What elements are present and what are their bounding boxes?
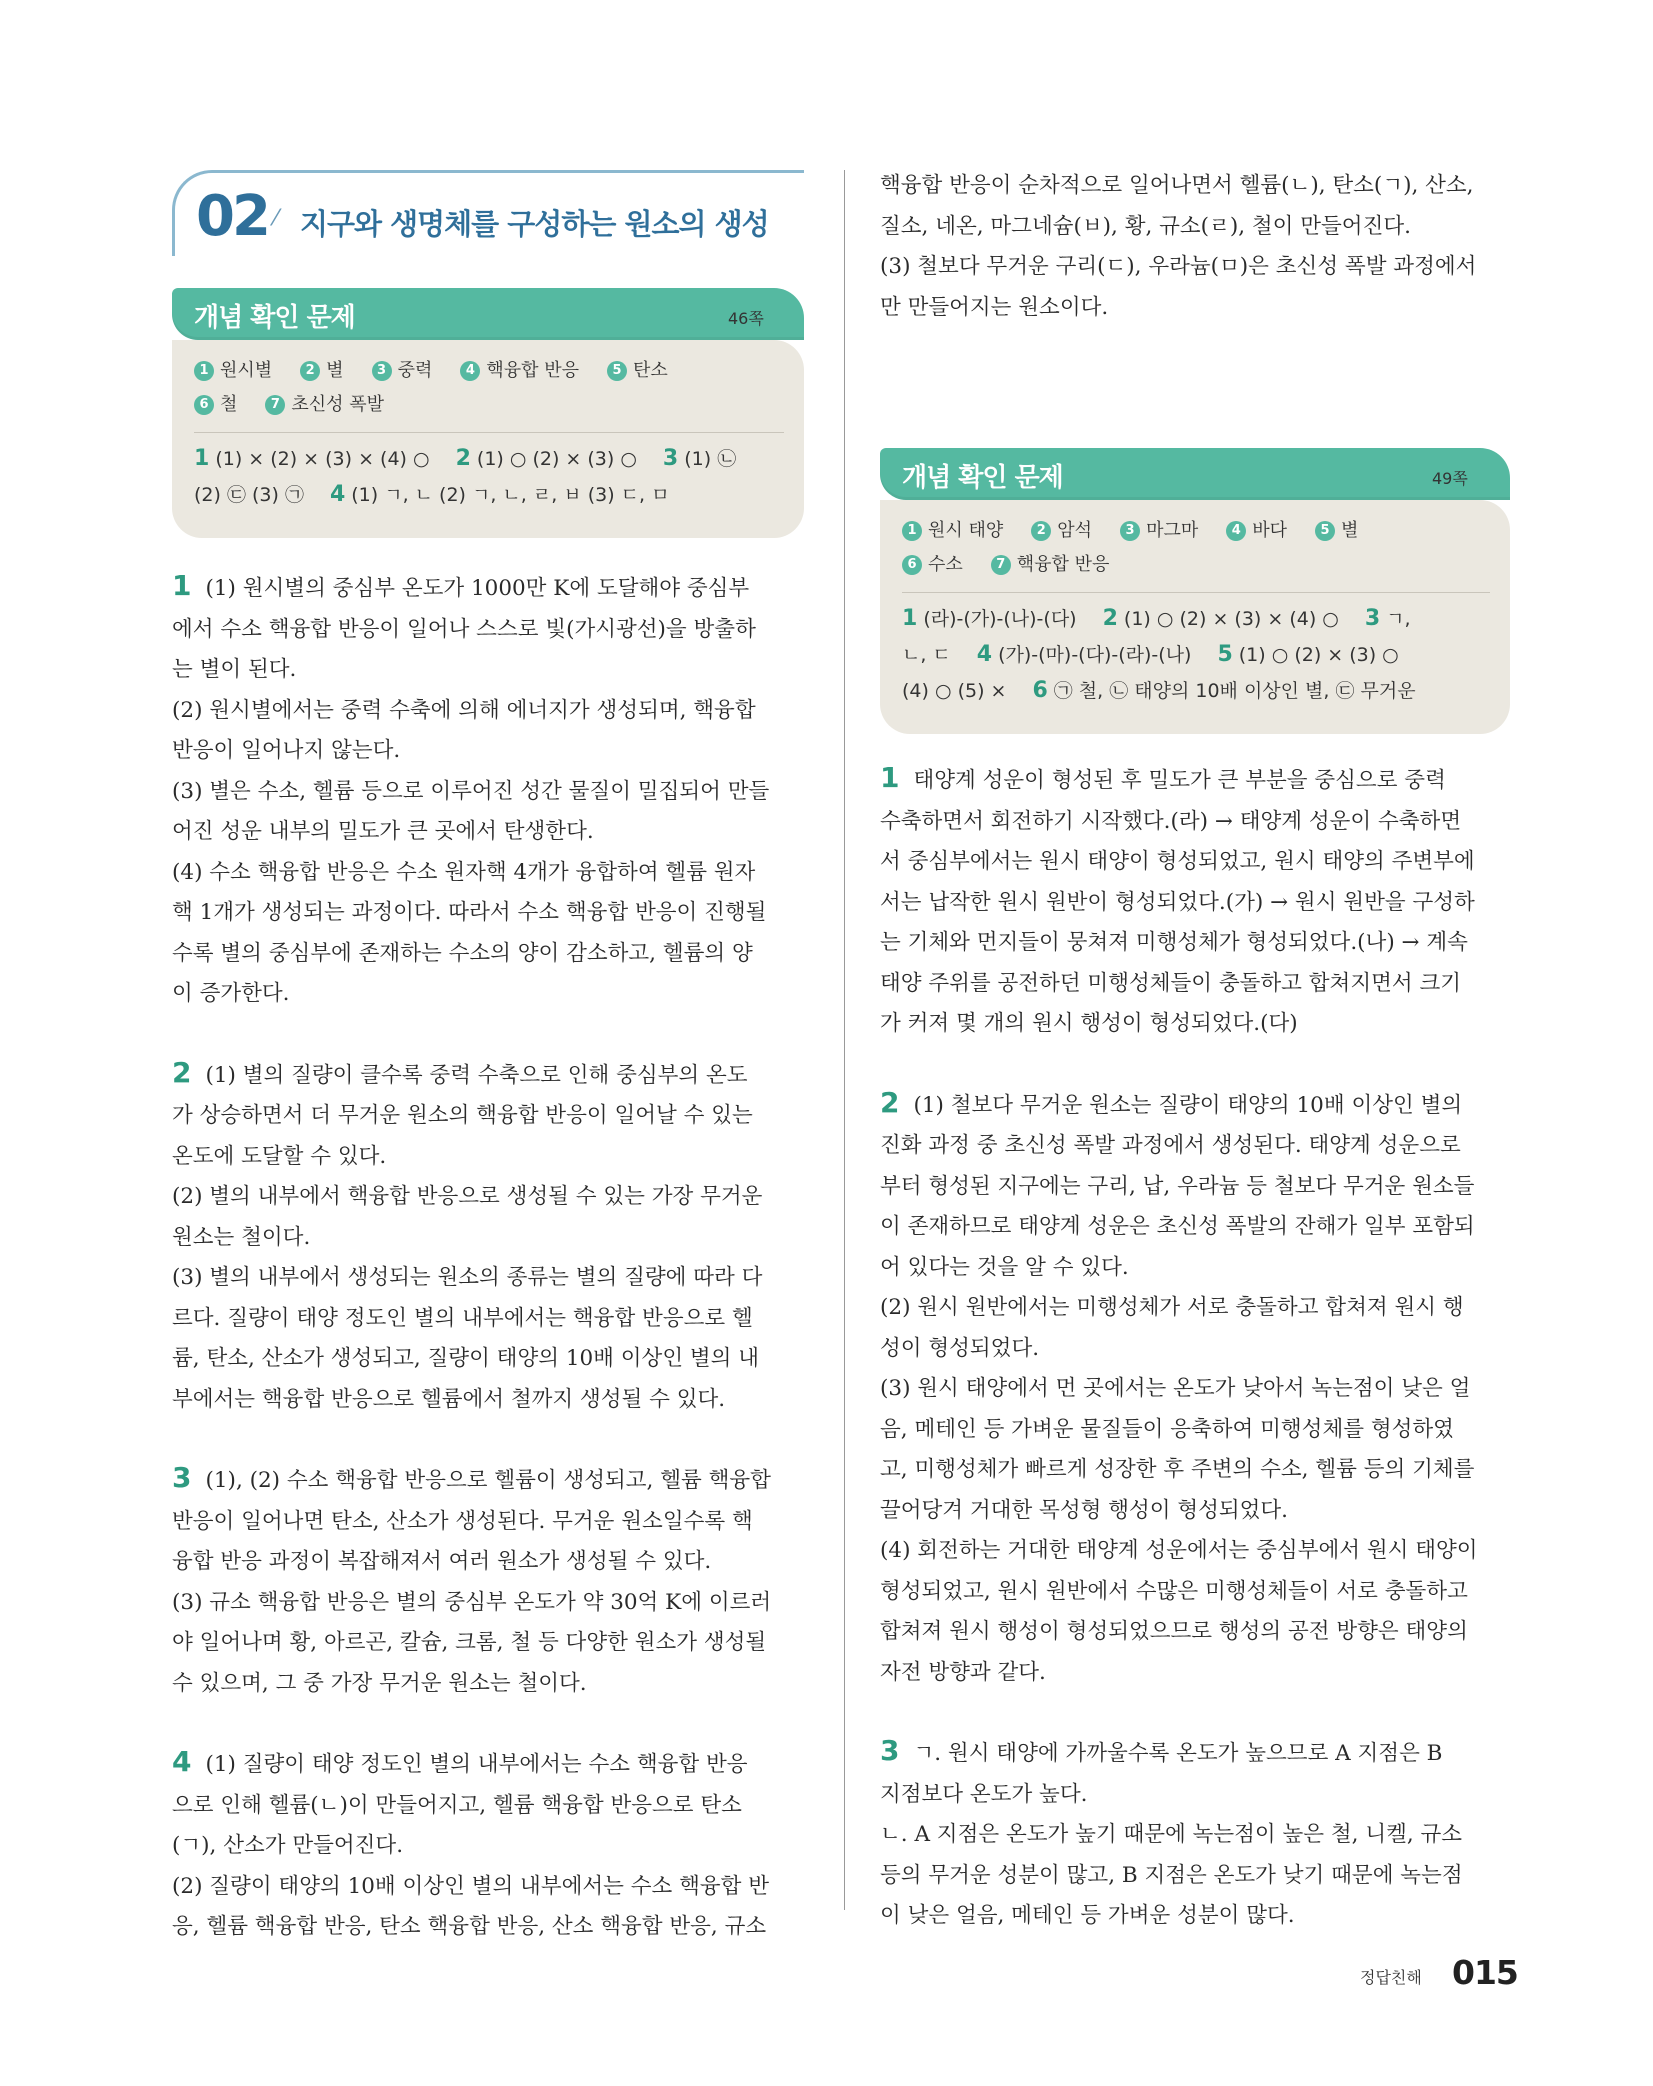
line-text: (1) 철보다 무거운 원소는 질량이 태양의 10배 이상인 별의: [913, 1092, 1463, 1118]
answer-number: 4: [329, 482, 346, 507]
text-line: [880, 1491, 1510, 1532]
answer-number: 2: [455, 446, 471, 471]
right-column-explanations: [880, 758, 1510, 1975]
line-text: 이 낮은 얼음, 메테인 등 가벼운 성분이 많다.: [880, 1903, 1295, 1928]
explanation-paragraph: [172, 566, 804, 1015]
keyword-text: 별: [1341, 520, 1359, 541]
answer-text: (1) ㉡: [684, 448, 737, 470]
divider: [902, 592, 1490, 593]
text-line: [880, 207, 1510, 248]
line-text: 수축하면서 회전하기 시작했다.(라) → 태양계 성운이 수축하면: [880, 808, 1462, 834]
text-line: [172, 1053, 804, 1097]
text-line: [172, 1542, 804, 1583]
line-text: 수록 별의 중심부에 존재하는 수소의 양이 감소하고, 헬륨의 양: [172, 940, 753, 966]
line-text: 음, 메테인 등 가벼운 물질들이 응축하여 미행성체를 형성하였: [880, 1416, 1454, 1442]
line-text: 형성되었고, 원시 원반에서 수많은 미행성체들이 서로 충돌하고: [880, 1578, 1468, 1604]
line-text: 수 있으며, 그 중 가장 무거운 원소는 철이다.: [172, 1670, 587, 1696]
keyword-item: [265, 388, 384, 422]
keyword-item: [194, 354, 272, 388]
line-text: 원소는 철이다.: [172, 1224, 311, 1250]
text-line: [880, 247, 1510, 288]
concept-box-body: [172, 340, 804, 538]
number-bullet-icon: 4: [460, 361, 480, 381]
text-line: [880, 1572, 1510, 1613]
text-line: [880, 923, 1510, 964]
line-text: (2) 원시별에서는 중력 수축에 의해 에너지가 생성되며, 핵융합: [172, 697, 756, 723]
keyword-item: [902, 514, 1003, 548]
page-number: 015: [1452, 1953, 1518, 1992]
keyword-item: [607, 354, 668, 388]
text-line: [880, 1083, 1510, 1127]
text-line: [880, 1531, 1510, 1572]
explanation-paragraph: [172, 1458, 804, 1704]
line-text: (1), (2) 수소 핵융합 반응으로 헬륨이 생성되고, 헬륨 핵융합: [205, 1468, 771, 1493]
text-line: [172, 1742, 804, 1786]
line-text: 지점보다 온도가 높다.: [880, 1781, 1088, 1807]
text-line: [172, 853, 804, 894]
answer-number: 5: [1217, 642, 1233, 667]
text-line: [172, 566, 804, 610]
text-line: [880, 1004, 1510, 1045]
text-line: [880, 802, 1510, 843]
page-reference: 49쪽: [1432, 469, 1468, 488]
keyword-item: [300, 354, 343, 388]
concept-box-title: 개념 확인 문제: [902, 463, 1063, 493]
keyword-row: [902, 548, 1490, 582]
concept-box-title: 개념 확인 문제: [194, 303, 355, 333]
text-line: [880, 883, 1510, 924]
keyword-row: [194, 388, 784, 422]
question-number: 4: [172, 1745, 192, 1778]
text-line: [172, 1502, 804, 1543]
text-line: [172, 1258, 804, 1299]
concept-check-box-1: [172, 288, 804, 538]
text-line: [172, 1786, 804, 1827]
text-line: [172, 1096, 804, 1137]
keyword-item: [991, 548, 1110, 582]
answer-text: (1) × (2) × (3) × (4) ○: [215, 448, 430, 470]
line-text: (2) 별의 내부에서 핵융합 반응으로 생성될 수 있는 가장 무거운: [172, 1184, 763, 1209]
text-line: [172, 1867, 804, 1908]
concept-check-box-2: [880, 448, 1510, 734]
question-number: 2: [172, 1055, 192, 1089]
line-text: 태양 주위를 공전하던 미행성체들이 충돌하고 합쳐지면서 크기: [880, 970, 1462, 996]
line-text: (3) 원시 태양에서 먼 곳에서는 온도가 낮아서 녹는점이 낮은 얼: [880, 1376, 1471, 1401]
text-line: [172, 1218, 804, 1259]
answer-number: 1: [194, 446, 210, 471]
section-header: [172, 170, 804, 256]
line-text: 합쳐져 원시 행성이 형성되었으므로 행성의 공전 방향은 태양의: [880, 1619, 1468, 1644]
line-text: 으로 인해 헬륨(ㄴ)이 만들어지고, 헬륨 핵융합 반응으로 탄소: [172, 1792, 742, 1818]
text-line: [172, 974, 804, 1015]
text-line: [880, 166, 1510, 207]
line-text: 융합 반응 과정이 복잡해져서 여러 원소가 생성될 수 있다.: [172, 1549, 712, 1574]
text-line: [172, 1623, 804, 1664]
column-divider: [844, 170, 845, 1910]
keyword-text: 원시 태양: [928, 520, 1004, 541]
answer-number: 2: [1102, 606, 1118, 631]
line-text: 부에서는 핵융합 반응으로 헬륨에서 철까지 생성될 수 있다.: [172, 1386, 726, 1412]
line-text: 질소, 네온, 마그네슘(ㅂ), 황, 규소(ㄹ), 철이 만들어진다.: [880, 213, 1411, 239]
keyword-text: 원시별: [220, 360, 273, 381]
question-number: 3: [172, 1461, 192, 1494]
line-text: 반응이 일어나지 않는다.: [172, 738, 401, 763]
keyword-item: [1315, 514, 1358, 548]
keyword-item: [902, 548, 963, 582]
text-line: [880, 842, 1510, 883]
page-reference: 46쪽: [728, 309, 764, 328]
text-line: [880, 1653, 1510, 1694]
line-text: 고, 미행성체가 빠르게 성장한 후 주변의 수소, 헬륨 등의 기체를: [880, 1457, 1475, 1482]
number-bullet-icon: 7: [991, 555, 1011, 575]
answer-number: 4: [976, 642, 993, 667]
line-text: (1) 원시별의 중심부 온도가 1000만 K에 도달해야 중심부: [205, 576, 750, 601]
line-text: 서는 납작한 원시 원반이 형성되었다.(가) → 원시 원반을 구성하: [880, 889, 1475, 915]
line-text: 륨, 탄소, 산소가 생성되고, 질량이 태양의 10배 이상인 별의 내: [172, 1346, 760, 1371]
number-bullet-icon: 6: [902, 555, 922, 575]
line-text: (4) 회전하는 거대한 태양계 성운에서는 중심부에서 원시 태양이: [880, 1538, 1478, 1563]
number-bullet-icon: 2: [1031, 521, 1051, 541]
question-number: 1: [172, 569, 192, 602]
line-text: (3) 철보다 무거운 구리(ㄷ), 우라늄(ㅁ)은 초신성 폭발 과정에서: [880, 254, 1477, 279]
answer-number: 3: [1364, 606, 1381, 631]
answer-line: [902, 637, 1490, 673]
text-line: [880, 1815, 1510, 1856]
line-text: (3) 별은 수소, 헬륨 등으로 이루어진 성간 물질이 밀집되어 만들: [172, 778, 770, 804]
section-slash: ⁄: [274, 206, 278, 231]
number-bullet-icon: 3: [372, 361, 392, 381]
line-text: (2) 원시 원반에서는 미행성체가 서로 충돌하고 합쳐져 원시 행: [880, 1295, 1464, 1320]
number-bullet-icon: 7: [265, 395, 285, 415]
answer-number: 1: [902, 606, 918, 631]
keyword-item: [372, 354, 433, 388]
answer-line: [902, 673, 1490, 709]
answer-text: (1) ○ (2) × (3) × (4) ○: [1123, 608, 1339, 630]
line-text: 성이 형성되었다.: [880, 1335, 1040, 1361]
text-line: [880, 1369, 1510, 1410]
line-text: 에서 수소 핵융합 반응이 일어나 스스로 빛(가시광선)을 방출하: [172, 616, 756, 642]
line-text: 서 중심부에서는 원시 태양이 형성되었고, 원시 태양의 주변부에: [880, 849, 1475, 874]
concept-box-header: [172, 288, 804, 340]
text-line: [172, 610, 804, 651]
keyword-item: [1226, 514, 1287, 548]
keyword-text: 바다: [1252, 520, 1288, 541]
keyword-text: 수소: [928, 554, 963, 575]
line-text: (4) 수소 핵융합 반응은 수소 원자핵 4개가 융합하여 헬륨 원자: [172, 859, 756, 885]
text-line: [172, 772, 804, 813]
line-text: 이 존재하므로 태양계 성운은 초신성 폭발의 잔해가 일부 포함되: [880, 1214, 1475, 1239]
line-text: (3) 별의 내부에서 생성되는 원소의 종류는 별의 질량에 따라 다: [172, 1265, 763, 1290]
keyword-text: 별: [326, 360, 344, 381]
text-line: [172, 812, 804, 853]
concept-box-header: [880, 448, 1510, 500]
number-bullet-icon: 2: [300, 361, 320, 381]
text-line: [172, 1177, 804, 1218]
text-line: [172, 1299, 804, 1340]
number-bullet-icon: 1: [902, 521, 922, 541]
text-line: [880, 1248, 1510, 1289]
section-title: 지구와 생명체를 구성하는 원소의 생성: [300, 207, 769, 241]
page-footer: [1340, 1955, 1520, 1995]
text-line: [880, 1167, 1510, 1208]
keyword-item: [194, 388, 237, 422]
keyword-row: [902, 514, 1490, 548]
answer-text: (2) ㉢ (3) ㉠: [194, 484, 304, 506]
number-bullet-icon: 1: [194, 361, 214, 381]
answer-text: (라)-(가)-(나)-(다): [923, 608, 1077, 630]
text-line: [172, 893, 804, 934]
keyword-item: [460, 354, 579, 388]
answer-text: (4) ○ (5) ×: [902, 680, 1007, 702]
answer-text: (1) ○ (2) × (3) ○: [1238, 644, 1399, 666]
number-bullet-icon: 3: [1120, 521, 1140, 541]
text-line: [880, 1775, 1510, 1816]
keyword-text: 탄소: [633, 360, 668, 381]
line-text: 진화 과정 중 초신성 폭발 과정에서 생성된다. 태양계 성운으로: [880, 1133, 1461, 1158]
concept-box-body: [880, 500, 1510, 734]
text-line: [880, 288, 1510, 329]
line-text: 등의 무거운 성분이 많고, B 지점은 온도가 낮기 때문에 녹는점: [880, 1862, 1463, 1888]
number-bullet-icon: 4: [1226, 521, 1246, 541]
text-line: [172, 691, 804, 732]
text-line: [172, 934, 804, 975]
keyword-text: 철: [220, 394, 238, 415]
divider: [194, 432, 784, 433]
answer-line: [902, 601, 1490, 637]
text-line: [172, 1339, 804, 1380]
text-line: [880, 1612, 1510, 1653]
text-line: [172, 650, 804, 691]
text-line: [880, 1410, 1510, 1451]
text-line: [172, 1583, 804, 1624]
line-text: 어 있다는 것을 알 수 있다.: [880, 1254, 1129, 1280]
keyword-text: 초신성 폭발: [291, 394, 385, 415]
line-text: 어진 성운 내부의 밀도가 큰 곳에서 탄생한다.: [172, 819, 594, 844]
line-text: 온도에 도달할 수 있다.: [172, 1143, 387, 1169]
line-text: ㄱ. 원시 태양에 가까울수록 온도가 높으므로 A 지점은 B: [913, 1741, 1443, 1766]
line-text: 르다. 질량이 태양 정도인 별의 내부에서는 핵융합 반응으로 헬: [172, 1305, 753, 1331]
line-text: 가 상승하면서 더 무거운 원소의 핵융합 반응이 일어날 수 있는: [172, 1103, 753, 1128]
explanation-paragraph: [172, 1742, 804, 1948]
answer-text: ㄱ,: [1386, 608, 1411, 630]
left-column-explanations: [172, 566, 804, 1986]
question-number: 2: [880, 1085, 900, 1119]
text-line: [880, 1856, 1510, 1897]
keyword-row: [194, 354, 784, 388]
explanation-paragraph: [880, 1083, 1510, 1694]
explanation-paragraph: [880, 1731, 1510, 1937]
keyword-item: [1120, 514, 1198, 548]
line-text: (1) 질량이 태양 정도인 별의 내부에서는 수소 핵융합 반응: [205, 1752, 748, 1777]
line-text: 는 별이 된다.: [172, 657, 297, 682]
text-line: [880, 1450, 1510, 1491]
number-bullet-icon: 6: [194, 395, 214, 415]
line-text: (3) 규소 핵융합 반응은 별의 중심부 온도가 약 30억 K에 이르러: [172, 1589, 772, 1615]
line-text: 야 일어나며 황, 아르곤, 칼슘, 크롬, 철 등 다양한 원소가 생성될: [172, 1630, 767, 1655]
text-line: [172, 1458, 804, 1502]
question-number: 1: [880, 761, 900, 794]
line-text: (1) 별의 질량이 클수록 중력 수축으로 인해 중심부의 온도: [205, 1062, 748, 1088]
line-text: 만 만들어지는 원소이다.: [880, 294, 1109, 320]
answer-text: (1) ㄱ, ㄴ (2) ㄱ, ㄴ, ㄹ, ㅂ (3) ㄷ, ㅁ: [351, 484, 670, 506]
section-number: 02: [196, 184, 268, 249]
keyword-text: 핵융합 반응: [1016, 554, 1110, 575]
line-text: 부터 형성된 지구에는 구리, 납, 우라늄 등 철보다 무거운 원소들: [880, 1173, 1475, 1199]
text-line: [172, 731, 804, 772]
line-text: 반응이 일어나면 탄소, 산소가 생성된다. 무거운 원소일수록 핵: [172, 1508, 753, 1534]
text-line: [172, 1137, 804, 1178]
keyword-text: 핵융합 반응: [486, 360, 580, 381]
text-line: [880, 1126, 1510, 1167]
text-line: [172, 1826, 804, 1867]
line-text: 응, 헬륨 핵융합 반응, 탄소 핵융합 반응, 산소 핵융합 반응, 규소: [172, 1914, 767, 1939]
keyword-text: 중력: [397, 360, 433, 381]
line-text: 이 증가한다.: [172, 981, 290, 1006]
text-line: [172, 1380, 804, 1421]
text-line: [172, 1907, 804, 1948]
text-line: [880, 758, 1510, 802]
answer-number: 3: [662, 446, 679, 471]
line-text: (ㄱ), 산소가 만들어진다.: [172, 1833, 404, 1858]
text-line: [880, 1731, 1510, 1775]
answer-text: (가)-(마)-(다)-(라)-(나): [998, 644, 1192, 666]
question-number: 3: [880, 1734, 900, 1767]
right-column-continuation: [880, 166, 1510, 328]
keyword-item: [1031, 514, 1092, 548]
line-text: 자전 방향과 같다.: [880, 1659, 1046, 1685]
keyword-text: 암석: [1057, 520, 1093, 541]
text-line: [880, 1288, 1510, 1329]
answer-number: 6: [1032, 678, 1048, 703]
text-line: [880, 1329, 1510, 1370]
line-text: 핵융합 반응이 순차적으로 일어나면서 헬륨(ㄴ), 탄소(ㄱ), 산소,: [880, 173, 1474, 198]
explanation-paragraph: [172, 1053, 804, 1421]
text-line: [880, 1896, 1510, 1937]
keyword-text: 마그마: [1146, 520, 1199, 541]
line-text: 가 커져 몇 개의 원시 행성이 형성되었다.(다): [880, 1011, 1298, 1036]
text-line: [880, 964, 1510, 1005]
explanation-paragraph: [880, 758, 1510, 1045]
line-text: 는 기체와 먼지들이 뭉쳐져 미행성체가 형성되었다.(나) → 계속: [880, 930, 1468, 955]
line-text: (2) 질량이 태양의 10배 이상인 별의 내부에서는 수소 핵융합 반: [172, 1873, 770, 1899]
footer-label: 정답친해: [1360, 1968, 1422, 1987]
line-text: ㄴ. A 지점은 온도가 높기 때문에 녹는점이 높은 철, 니켈, 규소: [880, 1822, 1463, 1847]
text-line: [880, 1207, 1510, 1248]
number-bullet-icon: 5: [607, 361, 627, 381]
line-text: 핵 1개가 생성되는 과정이다. 따라서 수소 핵융합 반응이 진행될: [172, 900, 767, 925]
line-text: 끌어당겨 거대한 목성형 행성이 형성되었다.: [880, 1497, 1289, 1523]
line-text: 태양계 성운이 형성된 후 밀도가 큰 부분을 중심으로 중력: [913, 768, 1446, 793]
answer-text: ㉠ 철, ㉡ 태양의 10배 이상인 별, ㉢ 무거운: [1053, 680, 1416, 702]
answer-text: (1) ○ (2) × (3) ○: [476, 448, 637, 470]
answer-line: [194, 441, 784, 477]
number-bullet-icon: 5: [1315, 521, 1335, 541]
answer-line: [194, 477, 784, 513]
answer-text: ㄴ, ㄷ: [902, 644, 951, 666]
text-line: [172, 1664, 804, 1705]
